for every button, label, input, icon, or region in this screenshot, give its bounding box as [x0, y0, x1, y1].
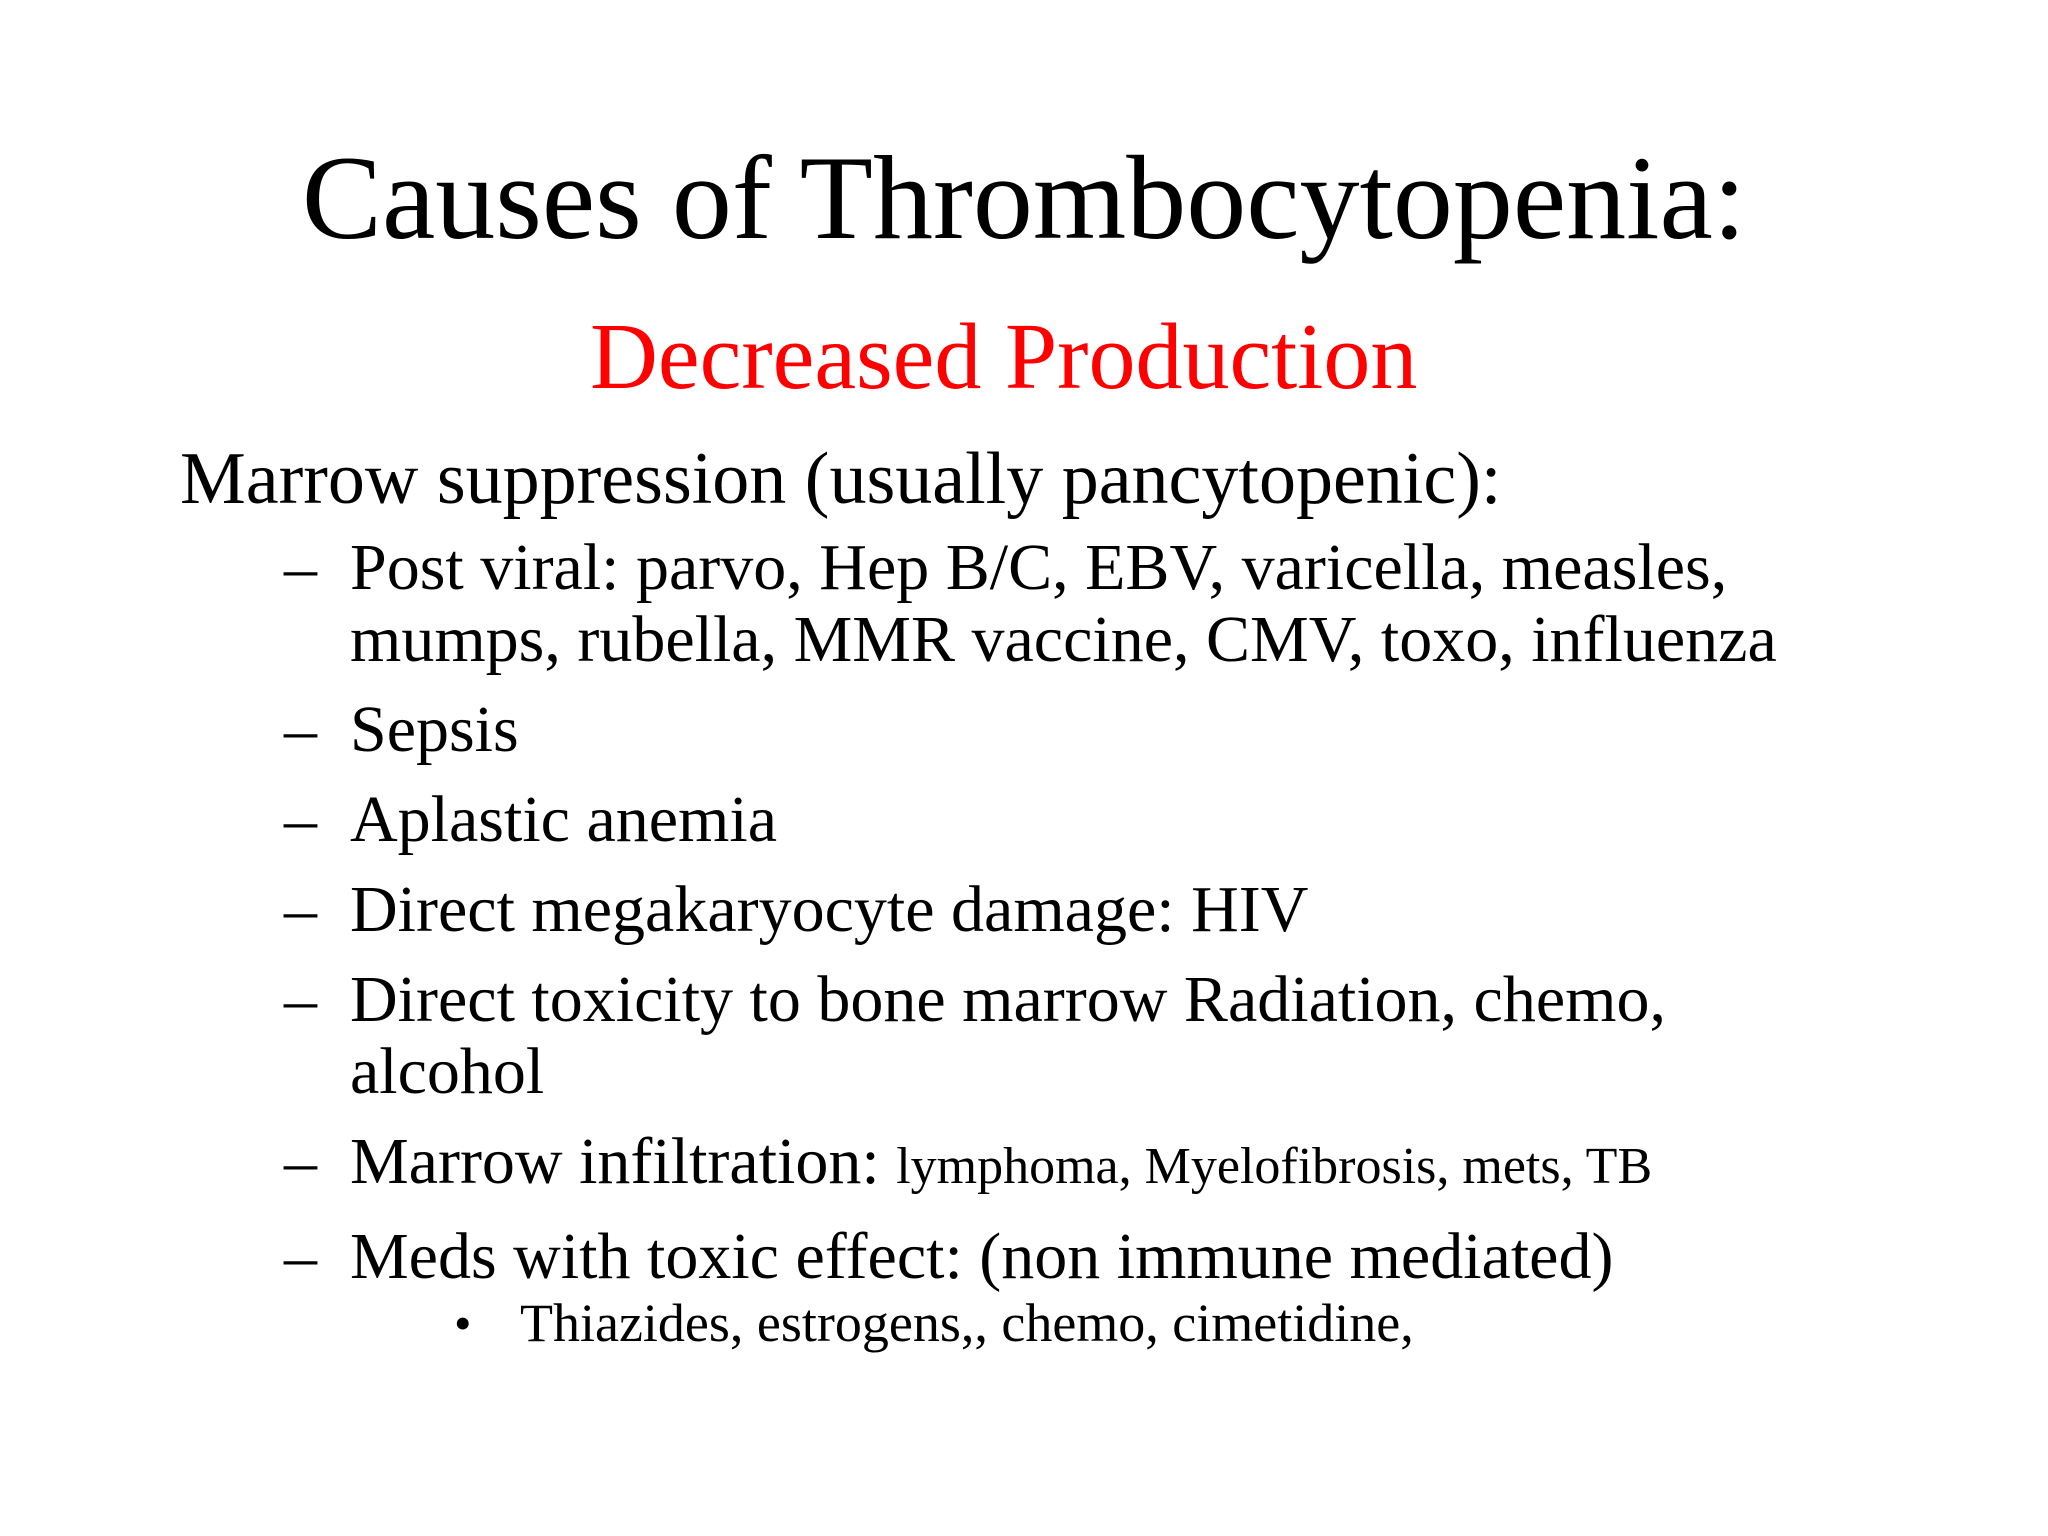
dash-bullet: – [284, 963, 317, 1036]
cause-text [350, 1221, 1850, 1355]
medication-text: Thiazides, estrogens,, chemo, cimetidine, [520, 1293, 1414, 1353]
dash-bullet: – [284, 1220, 317, 1293]
cause-item-marrow-infiltration [284, 1126, 1884, 1203]
cause-text-main: Meds with toxic effect: (non immune mediated) [350, 1220, 1614, 1293]
dot-bullet: • [454, 1295, 472, 1351]
cause-list [284, 532, 1884, 1373]
dash-bullet: – [284, 531, 317, 604]
medication-list [350, 1291, 1850, 1355]
section-heading: Marrow suppression (usually pancytopenic): [180, 438, 1502, 520]
cause-item-sepsis [284, 694, 1884, 766]
dash-bullet: – [284, 693, 317, 766]
dash-bullet: – [284, 783, 317, 856]
dash-bullet: – [284, 873, 317, 946]
cause-text: Direct megakaryocyte damage: HIV [350, 873, 1309, 946]
cause-item-megakaryocyte-damage [284, 874, 1884, 946]
cause-text [350, 1126, 1850, 1203]
slide-subtitle: Decreased Production [590, 305, 1418, 409]
cause-item-bone-marrow-toxicity [284, 964, 1884, 1108]
cause-label: Marrow infiltration: [350, 1125, 880, 1198]
cause-text: Direct toxicity to bone marrow Radiation, chemo, alcohol [350, 963, 1666, 1108]
cause-text: Sepsis [350, 693, 519, 766]
cause-text: Post viral: parvo, Hep B/C, EBV, varicella, measles, mumps, rubella, MMR vaccine, CMV, toxo, influenza [350, 531, 1777, 676]
dash-bullet: – [284, 1125, 317, 1198]
cause-text: Aplastic anemia [350, 783, 778, 856]
cause-detail: lymphoma, Myelofibrosis, mets, TB [896, 1138, 1653, 1195]
cause-item-toxic-meds [284, 1221, 1884, 1355]
medication-item [454, 1291, 1850, 1355]
slide-title: Causes of Thrombocytopenia: [301, 131, 1747, 264]
cause-item-post-viral [284, 532, 1884, 676]
cause-item-aplastic-anemia [284, 784, 1884, 856]
